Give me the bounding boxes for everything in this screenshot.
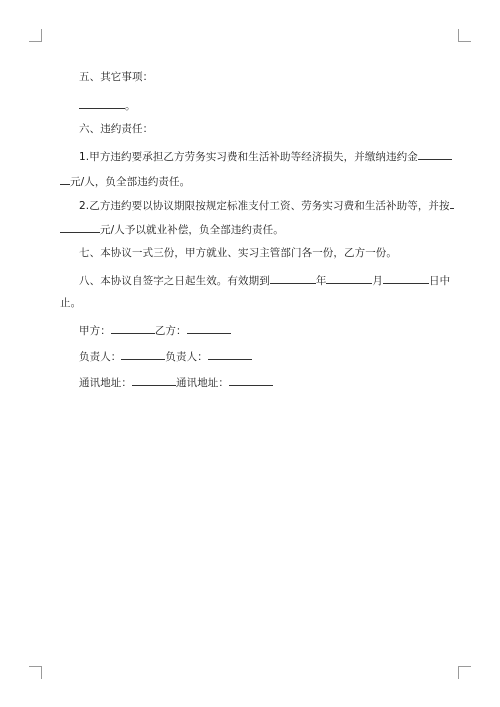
party-a-blank[interactable] bbox=[111, 322, 155, 334]
crop-mark-bottom-right bbox=[458, 666, 471, 679]
responsible-b-blank[interactable] bbox=[208, 348, 252, 360]
section6-item2-line2: 元/人予以就业补偿，负全部违约责任。 bbox=[60, 221, 284, 237]
penalty-amount-blank[interactable] bbox=[418, 148, 452, 160]
section5-heading: 五、其它事项： bbox=[79, 71, 154, 83]
expiry-day-blank[interactable] bbox=[383, 272, 429, 284]
responsible-a-blank[interactable] bbox=[121, 348, 165, 360]
section8-line2: 止。 bbox=[60, 297, 82, 309]
expiry-year-blank[interactable] bbox=[270, 272, 316, 284]
address-b-blank[interactable] bbox=[229, 374, 273, 386]
section8-line1: 八、本协议自签字之日起生效。有效期到 年 月 日中 bbox=[79, 272, 450, 288]
party-b-blank[interactable] bbox=[187, 322, 231, 334]
signature-parties: 甲方： 乙方： bbox=[79, 322, 231, 338]
crop-mark-top-left bbox=[29, 29, 42, 42]
section6-item1-line2: 元/人，负全部违约责任。 bbox=[60, 173, 190, 189]
expiry-month-blank[interactable] bbox=[326, 272, 372, 284]
compensation-blank-cont[interactable] bbox=[60, 221, 100, 233]
fill-in-blank[interactable] bbox=[79, 97, 125, 109]
crop-mark-top-right bbox=[458, 29, 471, 42]
signature-address: 通讯地址： 通讯地址： bbox=[79, 374, 273, 390]
section6-item1-line1: 1.甲方违约要承担乙方劳务实习费和生活补助等经济损失，并缴纳违约金 bbox=[79, 148, 452, 164]
signature-responsible: 负责人： 负责人： bbox=[79, 348, 252, 364]
section6-heading: 六、违约责任： bbox=[79, 123, 154, 135]
address-a-blank[interactable] bbox=[132, 374, 176, 386]
section7-text: 七、本协议一式三份，甲方就业、实习主管部门各一份，乙方一份。 bbox=[79, 247, 397, 259]
section5-blank-line: 。 bbox=[79, 97, 136, 113]
compensation-blank[interactable] bbox=[450, 197, 454, 209]
section6-item2-line1: 2.乙方违约要以协议期限按规定标准支付工资、劳务实习费和生活补助等，并按 bbox=[79, 197, 454, 213]
penalty-amount-blank-cont[interactable] bbox=[60, 173, 70, 185]
crop-mark-bottom-left bbox=[29, 666, 42, 679]
